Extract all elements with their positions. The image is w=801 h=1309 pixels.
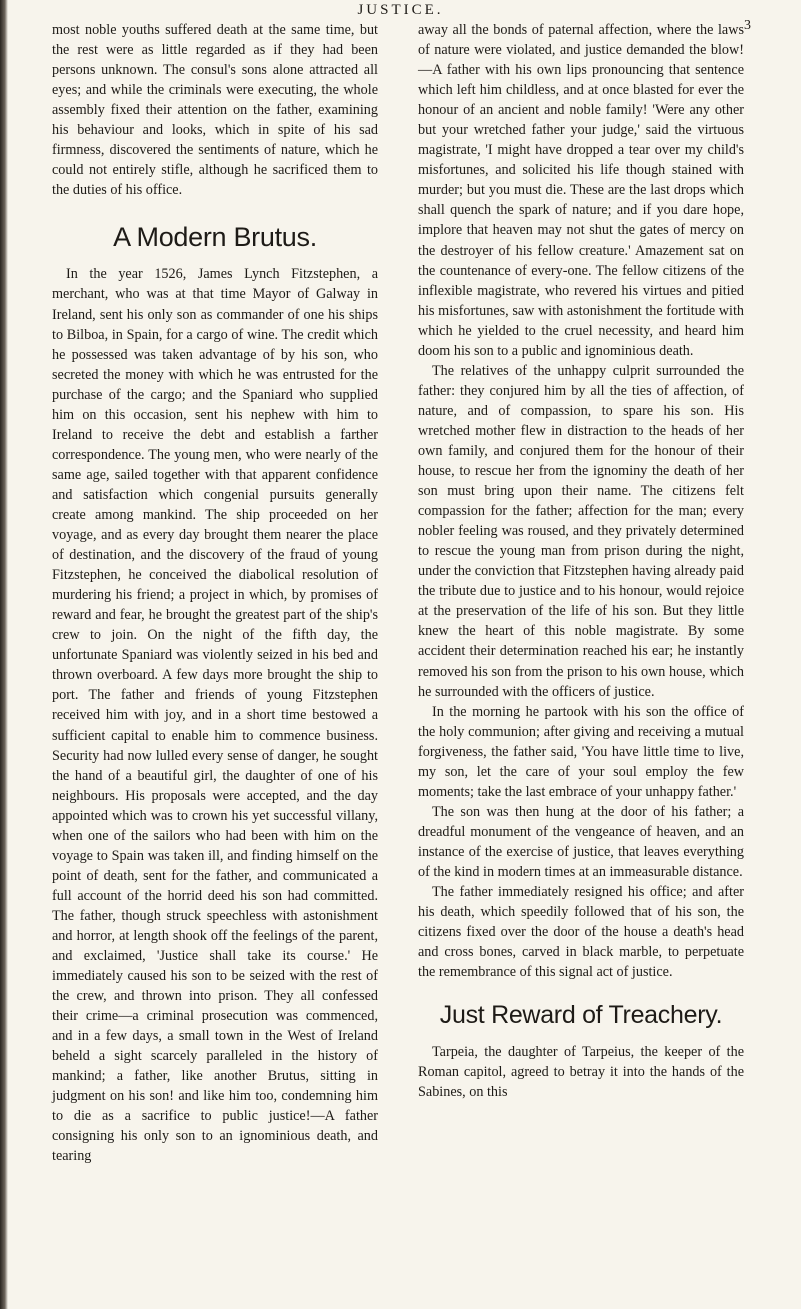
page-number: 3 bbox=[744, 18, 751, 33]
right-column bbox=[418, 20, 744, 1102]
continuation-paragraph: away all the bonds of paternal affection, where the laws of nature were violated, and justice demanded the blow!—A father with his own lips pronouncing that sentence which left him childless, and at once blasted for ever the honour of an ancient and noble family! 'Were any other but your wretched father your judge,' said the virtuous magistrate, 'I might have dropped a tear over my child's misfortunes, and solicited his life though stained with murder; but you must die. These are the last drops which shall quench the spark of nature; and if you dare hope, implore that heaven may not shut the gates of mercy on the destroyer of his fellow creature.' Amazement sat on the countenance of every-one. The fellow citizens of the inflexible magistrate, who revered his virtues and pitied his misfortunes, saw with astonishment the fortitude with which he yielded to the cruel necessity, and heard him doom his son to a public and ignominious death. bbox=[418, 22, 744, 359]
left-column bbox=[52, 20, 378, 1167]
tarpeia-paragraph: Tarpeia, the daughter of Tarpeius, the keeper of the Roman capitol, agreed to betray it into the hands of the Sabines, on this bbox=[418, 1044, 744, 1101]
intro-paragraph: most noble youths suffered death at the same time, but the rest were as little regarded as if they had been persons unknown. The consul's sons alone attracted all eyes; and while the criminals were executing, the whole assembly fixed their attention on the father, examining his behaviour and looks, which in spite of his sad firmness, discovered the sentiments of nature, which he could not entirely stifle, although he sacrificed them to the duties of his office. bbox=[52, 22, 378, 199]
relatives-paragraph: The relatives of the unhappy culprit surrounded the father: they conjured him by all the ties of affection, of nature, and of compassion, to spare his son. His wretched mother flew in distraction to the heads of her own family, and conjured them for the honour of their house, to rescue her from the ignominy the death of her son must bring upon their name. The citizens felt compassion for the father; affection for the man; every nobler feeling was roused, and they privately determined to rescue the young man from prison during the night, under the conviction that Fitzstephen having already paid the tribute due to justice and to his honour, would rejoice at the preservation of the life of his son. But they little knew the heart of this noble magistrate. By some accident their determination reached his ear; he instantly removed his son from the prison to his own house, which he surrounded with the officers of justice. bbox=[418, 362, 744, 700]
resignation-paragraph: The father immediately resigned his office; and after his death, which speedily followed that of his son, the citizens fixed over the door of the house a death's head and cross bones, carved in black marble, to perpetuate the remembrance of this signal act of justice. bbox=[418, 884, 744, 981]
section-heading-modern-brutus: A Modern Brutus. bbox=[113, 222, 317, 253]
section-heading-treachery: Just Reward of Treachery. bbox=[439, 1001, 723, 1030]
story-paragraph: In the year 1526, James Lynch Fitzstephen, a merchant, who was at that time Mayor of Galway in Ireland, sent his only son as commander of one his ships to Bilboa, in Spain, for a cargo of wine. The credit which he possessed was taken advantage of by his son, who secreted the money with which he was entrusted for the purchase of the cargo; and the Spaniard who supplied him on this occasion, sent his nephew with him to Ireland to receive the debt and establish a farther correspondence. The young men, who were nearly of the same age, sailed together with that apparent confidence and satisfaction which congenial pursuits generally create among mankind. The ship proceeded on her voyage, and as every day brought them nearer the place of destination, and the discovery of the fraud of young Fitzstephen, he conceived the diabolical resolution of murdering his friend; a project in which, by promises of reward and fear, he brought the greatest part of the ship's crew to join. On the night of the fifth day, the unfortunate Spaniard was violently seized in his bed and thrown overboard. A few days more brought the ship to port. The father and friends of young Fitzstephen received him with joy, and in a short time bestowed a sufficient capital to enable him to commence business. Security had now lulled every sense of danger, he sought the hand of a beautiful girl, the daughter of one of his neighbours. His proposals were accepted, and the day appointed which was to crown his yet successful villany, when one of the sailors who had been with him on the voyage to Spain was taken ill, and finding himself on the point of death, sent for the father, and communicated a full account of the horrid deed his son had committed. The father, though struck speechless with astonishment and horror, at length shook off the feelings of the parent, and exclaimed, 'Justice shall take its course.' He immediately caused his son to be seized with the rest of the crew, and thrown into prison. They all confessed their crime—a criminal prosecution was commenced, and in a few days, a small town in the West of Ireland beheld a sight scarcely paralleled in the history of mankind; a father, like another Brutus, sitting in judgment on his son! and like him too, condemning him to die as a sacrifice to public justice!—A father consigning his only son to an ignominious death, and tearing bbox=[52, 266, 378, 1165]
running-head: JUSTICE. bbox=[357, 2, 444, 18]
execution-paragraph: The son was then hung at the door of his father; a dreadful monument of the vengeance of heaven, and an instance of the exercise of justice, that leaves everything of the kind in modern times at an immeasurable distance. bbox=[418, 803, 744, 880]
binding-gutter bbox=[0, 0, 8, 1309]
communion-paragraph: In the morning he partook with his son the office of the holy communion; after giving and receiving a mutual forgiveness, the father said, 'You have little time to live, my son, let the care of your soul employ the few moments; take the last embrace of your unhappy father.' bbox=[418, 703, 744, 800]
